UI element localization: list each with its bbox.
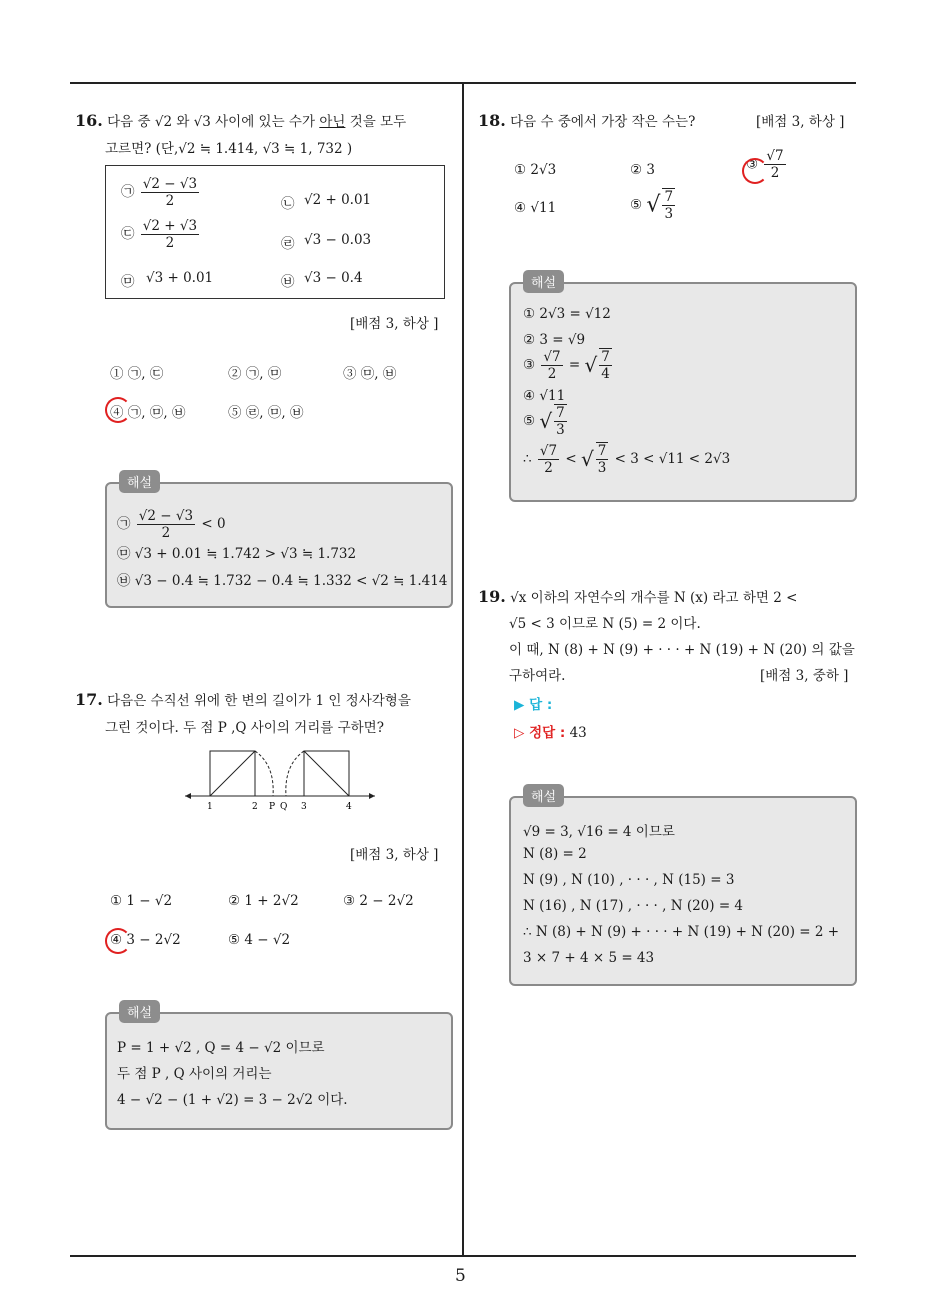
q16-choice-1[interactable]: ① ㉠, ㉢ — [110, 366, 164, 382]
tick-label-1: 1 — [207, 802, 213, 812]
q19-solution-box: √9 = 3, √16 = 4 이므로 N (8) = 2 N (9) , N (10) , · · · , N (15) = 3 N (16) , N (17) , · · · , N (20) = 4 ∴ N (8) + N (9) + · · · + N (19) + N (20) = 2 + 3 × 7 + 4 × 5 = 43 — [509, 796, 857, 986]
q19-stem-line3: 이 때, N (8) + N (9) + · · · + N (19) + N (20) 의 값을 — [509, 642, 855, 658]
right-arc — [286, 751, 304, 796]
right-diagonal — [304, 751, 349, 796]
q16-stem-line1: 16. 다음 중 √2 와 √3 사이에 있는 수가 아닌 것을 모두 — [75, 111, 407, 130]
q18-stem: 18. 다음 수 중에서 가장 작은 수는? — [478, 111, 696, 130]
q16-choice-4[interactable]: ④ ㉠, ㉤, ㉥ — [110, 405, 186, 421]
q18-choice-4[interactable]: ④ √11 — [514, 200, 557, 216]
fraction: $\frac{7}{3}$ — [597, 443, 607, 476]
fraction: $\frac{7}{3}$ — [556, 405, 565, 438]
left-arrow — [185, 793, 191, 799]
sqrt-sign: √ — [646, 192, 661, 218]
answer-mark-circle — [742, 158, 768, 184]
q18-choice-2[interactable]: ② 3 — [630, 162, 655, 178]
q18-choice-1[interactable]: ① 2√3 — [514, 162, 557, 178]
q19-correct-answer: ▷ 정답 : 43 — [514, 725, 587, 741]
q16-points: [배점 3, 하상 ] — [350, 316, 439, 332]
column-divider — [462, 82, 464, 1257]
q19-answer-label: ▶ 답 : — [514, 697, 553, 713]
tick-label-q: Q — [280, 802, 288, 812]
q16-choice-3[interactable]: ③ ㉤, ㉥ — [343, 366, 397, 382]
tick-label-p: P — [269, 802, 276, 812]
fraction: $\frac{√7}{2}$ — [539, 442, 558, 476]
q19-stem-line4: 구하여라. — [509, 668, 566, 684]
fraction: $\frac{√2 - √3}{2}$ — [142, 176, 198, 209]
q17-solution-tag: 해설 — [119, 1000, 160, 1023]
q19-number: 19. — [478, 587, 506, 606]
tick-label-4: 4 — [346, 802, 352, 812]
q17-number: 17. — [75, 690, 103, 709]
fraction: $\frac{√7}{2}$ — [543, 348, 561, 382]
q17-choice-5[interactable]: ⑤ 4 − √2 — [228, 932, 291, 948]
q17-solution-box: P = 1 + √2 , Q = 4 − √2 이므로 두 점 P , Q 사이의 거리는 4 − √2 − (1 + √2) = 3 − 2√2 이다. — [105, 1012, 453, 1130]
bottom-rule — [70, 1255, 856, 1257]
tick-label-2: 2 — [252, 802, 258, 812]
q18-number: 18. — [478, 111, 506, 130]
q16-options-box: ㉠ $\frac{√2 - √3}{2}$ ㉡ √2 + 0.01 ㉢ $\frac{√2 + √3}{2}$ ㉣ √3 − 0.03 ㉤ √3 + 0.01 ㉥ √3 − 0.4 — [105, 165, 445, 299]
q17-stem-line2: 그린 것이다. 두 점 P ,Q 사이의 거리를 구하면? — [105, 720, 384, 736]
fraction: $\frac{√2 - √3}{2}$ — [138, 508, 194, 541]
q19-stem-line1: 19. √x 이하의 자연수의 개수를 N (x) 라고 하면 2 < — [478, 587, 798, 606]
page-number: 5 — [455, 1266, 466, 1286]
q16-choice-5[interactable]: ⑤ ㉣, ㉤, ㉥ — [228, 405, 304, 421]
q16-number: 16. — [75, 111, 103, 130]
q16-stem-line2: 고르면? (단,√2 ≒ 1.414, √3 ≒ 1, 732 ) — [105, 141, 353, 157]
fraction: $\frac{7}{4}$ — [601, 349, 610, 382]
q18-choice-3[interactable]: ③ $\frac{√7}{2}$ — [746, 148, 784, 181]
q18-points: [배점 3, 하상 ] — [756, 114, 845, 130]
q18-solution-box: ① 2√3 = √12 ② 3 = √9 ③ $\frac{√7}{2}$ = √ $\frac{7}{4}$ ④ √11 ⑤ √ $\frac{7}{3}$ ∴ $\frac{√7}{2}$ < √ $\frac{7}{3}$ < 3 < √11 < 2√3 — [509, 282, 857, 502]
fraction: $\frac{√7}{2}$ — [766, 148, 784, 181]
q16-solution-tag: 해설 — [119, 470, 160, 493]
fraction: $\frac{7}{3}$ — [664, 189, 674, 222]
answer-mark-circle — [105, 928, 131, 954]
q17-points: [배점 3, 하상 ] — [350, 847, 439, 863]
q17-choice-2[interactable]: ② 1 + 2√2 — [228, 893, 299, 909]
fraction: $\frac{√2 + √3}{2}$ — [142, 218, 198, 251]
q17-choice-3[interactable]: ③ 2 − 2√2 — [343, 893, 414, 909]
number-line-figure — [180, 745, 380, 820]
q18-solution-tag: 해설 — [523, 270, 564, 293]
left-arc — [255, 751, 273, 796]
q18-choice-5[interactable]: ⑤ √ $\frac{7}{3}$ — [630, 189, 674, 222]
right-arrow — [369, 793, 375, 799]
q19-points: [배점 3, 중하 ] — [760, 668, 849, 684]
q16-solution-box: ㉠ $\frac{√2 - √3}{2}$ < 0 ㉤ √3 + 0.01 ≒ 1.742 > √3 ≒ 1.732 ㉥ √3 − 0.4 ≒ 1.732 − 0.4 ≒ 1.332 < √2 ≒ 1.414 — [105, 482, 453, 608]
q16-choice-2[interactable]: ② ㉠, ㉤ — [228, 366, 282, 382]
q19-stem-line2: √5 < 3 이므로 N (5) = 2 이다. — [509, 616, 701, 632]
q17-choice-4[interactable]: ④ 3 − 2√2 — [110, 932, 181, 948]
q17-choice-1[interactable]: ① 1 − √2 — [110, 893, 173, 909]
tick-label-3: 3 — [301, 802, 307, 812]
q17-stem-line1: 17. 다음은 수직선 위에 한 변의 길이가 1 인 정사각형을 — [75, 690, 411, 709]
left-diagonal — [210, 751, 255, 796]
q19-solution-tag: 해설 — [523, 784, 564, 807]
answer-mark-circle — [105, 397, 131, 423]
